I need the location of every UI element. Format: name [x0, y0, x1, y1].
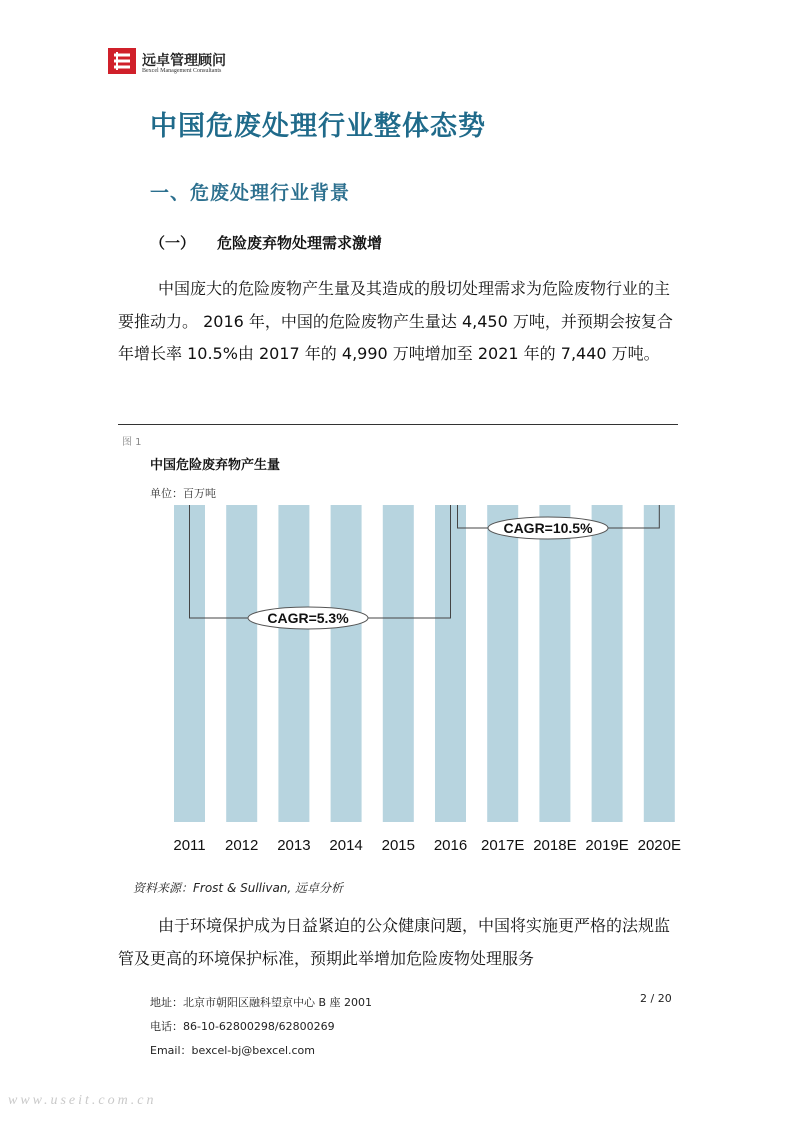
footer-phone: 电话：86-10-62800298/62800269 [150, 1020, 335, 1033]
bar-2014 [331, 505, 362, 822]
bar-2018E [539, 505, 570, 822]
x-tick-2015: 2015 [381, 837, 415, 854]
x-tick-2017E: 2017E [481, 837, 525, 854]
x-tick-2013: 2013 [277, 837, 311, 854]
x-tick-2012: 2012 [225, 837, 259, 854]
footer-email: Email：bexcel-bj@bexcel.com [150, 1044, 316, 1057]
cagr-label-1: CAGR=5.3% [267, 610, 349, 626]
bar-2020E [644, 505, 675, 822]
figure-unit: 单位：百万吨 [150, 487, 216, 500]
logo-chinese-name: 远卓管理顾问 [142, 53, 226, 69]
paragraph-1 [118, 273, 678, 371]
x-tick-2018E: 2018E [533, 837, 577, 854]
figure-divider [118, 424, 678, 425]
page-number: 2 / 20 [640, 992, 672, 1005]
bar-2013 [278, 505, 309, 822]
x-tick-2020E: 2020E [637, 837, 681, 854]
x-tick-2011: 2011 [173, 837, 206, 854]
x-tick-2019E: 2019E [585, 837, 629, 854]
logo-icon [108, 48, 136, 74]
subsection-title: 危险废弃物处理需求激增 [217, 234, 383, 252]
company-logo [108, 48, 238, 78]
paragraph-1-text: 中国庞大的危险废物产生量及其造成的殷切处理需求为危险废物行业的主要推动力。 2016 年，中国的危险废物产生量达 4,450 万吨，并预期会按复合年增长率 10.5%由 2017 年的 4,990 万吨增加至 2021 年的 7,440 万吨。 [118, 279, 673, 363]
bar-chart [118, 505, 698, 870]
section-heading: 一、危废处理行业背景 [150, 182, 351, 204]
bar-2019E [592, 505, 623, 822]
subsection-heading [150, 232, 382, 253]
paragraph-2 [118, 910, 678, 975]
figure-label: 图 1 [122, 437, 142, 448]
figure-source: 资料来源：Frost & Sullivan, 远卓分析 [133, 881, 344, 895]
bar-2015 [383, 505, 414, 822]
subsection-number: （一） [150, 234, 196, 252]
watermark: www.useit.com.cn [8, 1093, 157, 1108]
page-title: 中国危废处理行业整体态势 [150, 111, 486, 142]
bar-2012 [226, 505, 257, 822]
figure-title: 中国危险废弃物产生量 [150, 458, 281, 473]
footer-address: 地址：北京市朝阳区融科望京中心 B 座 2001 [150, 996, 373, 1009]
logo-english-name: Bexcel Management Consultants [142, 68, 222, 74]
x-tick-2016: 2016 [433, 837, 468, 854]
bar-2017E [487, 505, 518, 822]
x-tick-2014: 2014 [329, 837, 363, 854]
paragraph-2-text: 由于环境保护成为日益紧迫的公众健康问题，中国将实施更严格的法规监管及更高的环境保护标准，预期此举增加危险废物处理服务 [118, 916, 671, 968]
cagr-label-2: CAGR=10.5% [503, 520, 593, 536]
